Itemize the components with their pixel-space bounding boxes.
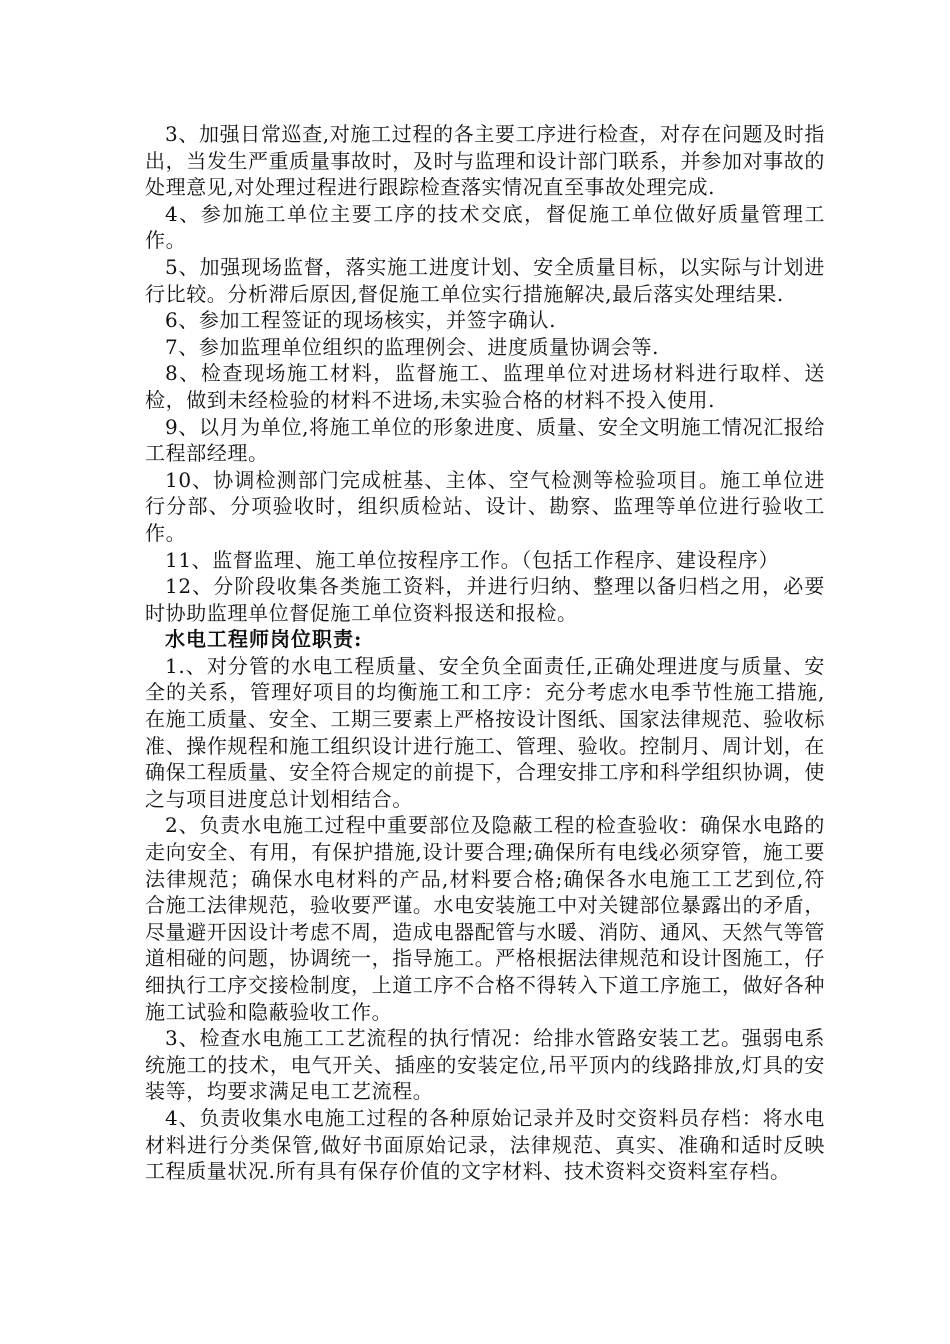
- paragraph-item-4: 4、参加施工单位主要工序的技术交底，督促施工单位做好质量管理工作。: [145, 201, 825, 253]
- duty-item-1: 1.、对分管的水电工程质量、安全负全面责任,正确处理进度与质量、安全的关系，管理好项目的均衡施工和工序：充分考虑水电季节性施工措施,在施工质量、安全、工期三要素上严格按设计图纸、国家法律规范、验收标准、操作规程和施工组织设计进行施工、管理、验收。控制月、周计划，在确保工程质量、安全符合规定的前提下，合理安排工序和科学组织协调，使之与项目进度总计划相结合。: [145, 653, 825, 811]
- paragraph-item-6: 6、参加工程签证的现场核实，并签字确认.: [165, 308, 557, 333]
- duty-item-3: 3、检查水电施工工艺流程的执行情况：给排水管路安装工艺。强弱电系统施工的技术，电气开关、插座的安装定位,吊平顶内的线路排放,灯具的安装等，均要求满足电工艺流程。: [145, 1026, 825, 1104]
- paragraph-item-5: 5、加强现场监督，落实施工进度计划、安全质量目标，以实际与计划进行比较。分析滞后原因,督促施工单位实行措施解决,最后落实处理结果.: [145, 254, 825, 306]
- paragraph-item-11: 11、监督监理、施工单位按程序工作。（包括工作程序、建设程序）: [165, 547, 780, 572]
- paragraph-item-9: 9、以月为单位,将施工单位的形象进度、质量、安全文明施工情况汇报给工程部经理。: [145, 414, 825, 466]
- document-body: [145, 121, 825, 1185]
- duty-item-4: 4、负责收集水电施工过程的各种原始记录并及时交资料员存档：将水电材料进行分类保管,做好书面原始记录，法律规范、真实、准确和适时反映工程质量状况.所有具有保存价值的文字材料、技术资料交资料室存档。: [145, 1105, 825, 1184]
- paragraph-item-7: 7、参加监理单位组织的监理例会、进度质量协调会等.: [165, 334, 660, 359]
- paragraph-item-10: 10、协调检测部门完成桩基、主体、空气检测等检验项目。施工单位进行分部、分项验收时，组织质检站、设计、勘察、监理等单位进行验收工作。: [145, 467, 825, 545]
- paragraph-item-12: 12、分阶段收集各类施工资料，并进行归纳、整理以备归档之用，必要时协助监理单位督促施工单位资料报送和报检。: [145, 574, 825, 625]
- duty-item-2: 2、负责水电施工过程中重要部位及隐蔽工程的检查验收：确保水电路的走向安全、有用，有保护措施,设计要合理;确保所有电线必须穿管，施工要法律规范；确保水电材料的产品,材料要合格;确保各水电施工工艺到位,符合施工法律规范，验收要严谨。水电安装施工中对关键部位暴露出的矛盾，尽量避开因设计考虑不周，造成电器配管与水暖、消防、通风、天然气等管道相碰的问题，协调统一，指导施工。严格根据法律规范和设计图施工，仔细执行工序交接检制度，上道工序不合格不得转入下道工序施工，做好各种施工试验和隐蔽验收工作。: [145, 813, 825, 1024]
- paragraph-item-8: 8、检查现场施工材料，监督施工、监理单位对进场材料进行取样、送检，做到未经检验的材料不进场,未实验合格的材料不投入使用.: [145, 361, 825, 412]
- paragraph-item-3: 3、加强日常巡查,对施工过程的各主要工序进行检查，对存在问题及时指出，当发生严重质量事故时，及时与监理和设计部门联系，并参加对事故的处理意见,对处理过程进行跟踪检查落实情况直至事故处理完成.: [145, 122, 825, 200]
- section-heading: 水电工程师岗位职责:: [165, 627, 363, 652]
